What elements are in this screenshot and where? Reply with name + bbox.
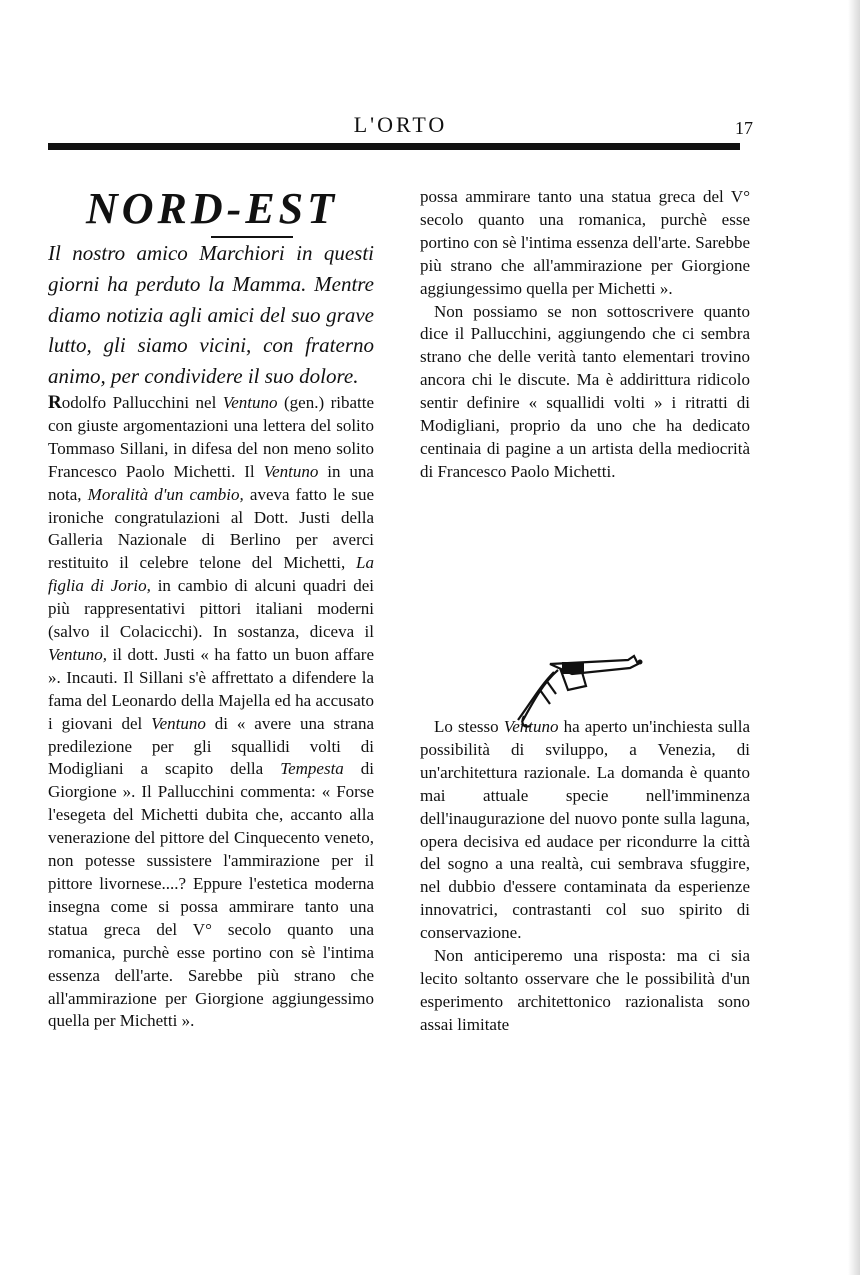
right-column-top [420, 186, 750, 484]
text-run: in una nota, [48, 461, 374, 504]
article-title: NORD-EST [86, 186, 339, 233]
publication-name: Ventuno [151, 713, 206, 733]
condolence-notice: Il nostro amico Marchiori in questi giorni ha perduto la Mamma. Mentre diamo notizia agli amici del suo grave lutto, gli siamo vicini, con fraterno animo, per condividere il suo dolore. [48, 241, 374, 389]
article-paragraph-4: Non anticiperemo una risposta: ma ci sia lecito soltanto osservare che le possibilità d'un esperimento architettonico razionalista sono assai limitate [420, 946, 750, 1034]
publication-name: Ventuno [503, 717, 559, 736]
pistol-icon [510, 650, 660, 730]
text-run: di Giorgione ». Il Pallucchini commenta: « Forse l'esegeta del Michetti dubita che, accanto alla venerazione del pittore del Cinquecento veneto, non potesse sussistere l'ammirazione per il pittore livornese....? Eppure l'estetica moderna insegna come si possa ammirare tanto una statua greca del V° secolo quanto una romanica, purchè esse portino con sè l'intima essenza dell'arte. Sarebbe più strano che all'ammirazione per Giorgione aggiungessimo quella per Michetti ». [48, 759, 374, 1031]
text-run: (gen.) ribatte con giuste argomentazioni una lettera del solito Tommaso Sillani, in difesa del non meno solito Francesco Paolo Michetti. Il [48, 392, 374, 481]
article-paragraph-2: Non possiamo se non sottoscrivere quanto dice il Pallucchini, aggiungendo che ci sembra strano che delle verità tanto elementari trovino ancora chi le discute. Ma è addirittura ridicolo sentir definire « squallidi volti » i ritratti di Modigliani, proprio da uno che ha dedicato centinaia di pagine a un artista della mediocrità di Francesco Paolo Michetti. [420, 301, 750, 481]
drop-cap: R [48, 391, 62, 413]
painting-title: Tempesta [280, 759, 344, 779]
publication-name: Ventuno, [48, 644, 108, 664]
text-run: il dott. Justi « ha fatto un buon affare ». Incauti. Il Sillani s'è affrettato a difendere la fama del Leonardo della Majella ed ha accusato i giovani del [48, 644, 374, 733]
painting-title: La figlia di Jorio, [48, 553, 374, 596]
article-paragraph-1-continued: possa ammirare tanto una statua greca del V° secolo quanto una romanica, purchè esse portino con sè l'intima essenza dell'arte. Sarebbe più strano che all'ammirazione per Giorgione aggiungessimo quella per Michetti ». [420, 187, 750, 298]
publication-name: Ventuno [263, 461, 319, 481]
text-run: odolfo Pallucchini nel [61, 392, 223, 412]
text-run: ha aperto un'inchiesta sulla possibilità di sviluppo, a Venezia, di un'architettura razionale. La domanda è quanto mai attuale specie nell'imminenza dell'inaugurazione del nuovo ponte sulla laguna, opera decisiva ed audace per ricondurre la città del sogno a una realtà, cui sembrava sfuggire, nel dubbio d'essere contaminata da esperienze innovatrici, contrastanti col suo spirito di conservazione. [420, 717, 750, 943]
header-rule [48, 143, 740, 150]
article-paragraph-3 [420, 716, 750, 945]
page-header [48, 112, 753, 142]
page-number: 17 [735, 118, 753, 138]
page-edge-shadow [848, 0, 860, 1275]
note-title: Moralità d'un cambio, [87, 484, 244, 504]
publication-name: Ventuno [222, 392, 278, 412]
text-run: di « avere una strana predilezione per gli squallidi volti di Modigliani a scapito della [48, 713, 374, 779]
text-run: Lo stesso [434, 717, 504, 736]
left-column [48, 186, 374, 1186]
text-run: in cambio di alcuni quadri dei più rappresentativi pittori italiani moderni (salvo il Colacicchi). In sostanza, diceva il [48, 576, 374, 642]
journal-title: L'ORTO [353, 112, 448, 137]
text-run: aveva fatto le sue ironiche congratulazioni al Dott. Justi della Galleria Nazionale di Berlino per averci restituito il celebre telone del Michetti, [48, 484, 374, 573]
article-paragraph-1 [48, 392, 374, 1033]
